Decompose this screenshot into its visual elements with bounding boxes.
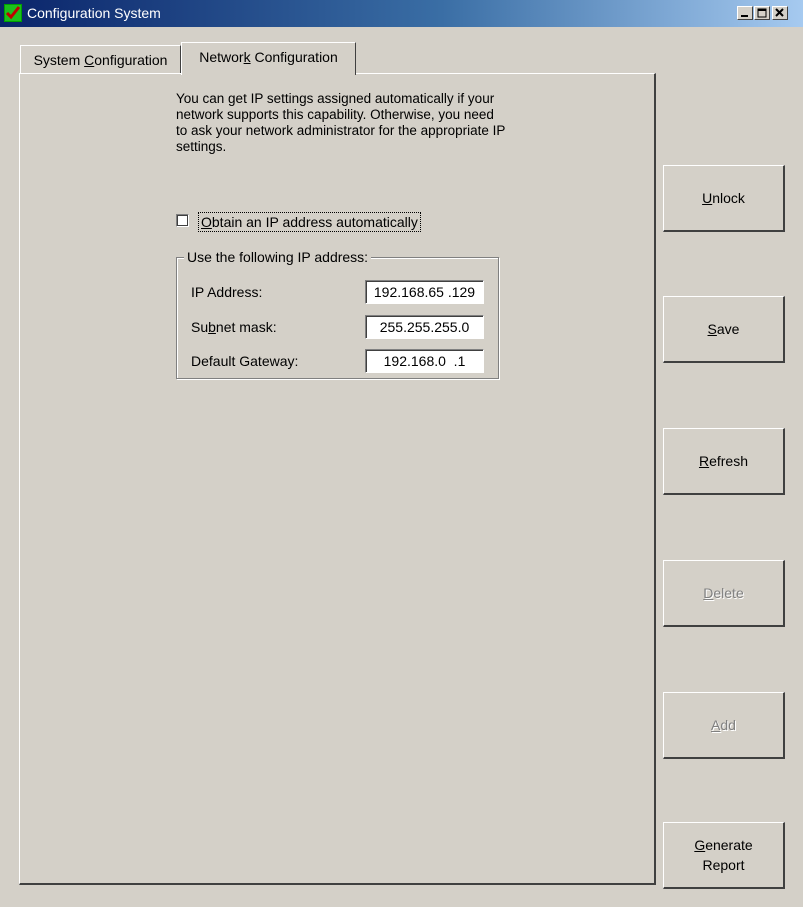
default-gateway-label: Default Gateway: bbox=[191, 353, 299, 369]
ip-address-label: IP Address: bbox=[191, 284, 263, 300]
static-ip-groupbox bbox=[176, 249, 499, 379]
minimize-icon bbox=[738, 7, 752, 19]
delete-button[interactable] bbox=[663, 560, 785, 627]
add-button[interactable] bbox=[663, 692, 785, 759]
maximize-button[interactable] bbox=[754, 6, 770, 20]
subnet-mask-input[interactable]: 255.255.255.0 bbox=[365, 315, 484, 339]
maximize-icon bbox=[755, 7, 769, 19]
refresh-button-label: Refresh bbox=[698, 453, 749, 469]
add-button-label: Add bbox=[711, 717, 736, 733]
app-checkmark-icon bbox=[4, 4, 22, 22]
obtain-ip-automatically-label[interactable]: Obtain an IP address automatically bbox=[198, 212, 421, 232]
close-button[interactable] bbox=[772, 6, 788, 20]
network-configuration-panel bbox=[19, 73, 656, 885]
ip-address-input[interactable]: 192.168.65 .129 bbox=[365, 280, 484, 304]
default-gateway-input[interactable]: 192.168.0 .1 bbox=[365, 349, 484, 373]
save-button[interactable] bbox=[663, 296, 785, 363]
refresh-button[interactable] bbox=[663, 428, 785, 495]
intro-text: You can get IP settings assigned automatically if your network supports this capability. Otherwise, you need to ask your network administrator for the appropriate IP settings. bbox=[176, 91, 506, 154]
generate-report-button[interactable] bbox=[663, 822, 785, 889]
save-button-label: Save bbox=[707, 321, 740, 337]
obtain-ip-automatically-checkbox[interactable] bbox=[176, 214, 189, 227]
tab-label: System Configuration bbox=[33, 52, 168, 68]
minimize-button[interactable] bbox=[737, 6, 753, 20]
static-ip-group-title: Use the following IP address: bbox=[184, 249, 371, 265]
tab-system-configuration[interactable] bbox=[20, 45, 181, 73]
unlock-button[interactable] bbox=[663, 165, 785, 232]
generate-report-button-label: Generate Report bbox=[694, 837, 753, 873]
tab-network-configuration[interactable] bbox=[181, 42, 356, 75]
subnet-mask-label: Subnet mask: bbox=[191, 319, 277, 335]
title-bar[interactable] bbox=[0, 0, 803, 27]
close-icon bbox=[773, 7, 787, 19]
window-title: Configuration System bbox=[27, 5, 161, 21]
unlock-button-label: Unlock bbox=[702, 190, 745, 206]
delete-button-label: Delete bbox=[703, 585, 744, 601]
tab-label: Network Configuration bbox=[199, 49, 338, 65]
